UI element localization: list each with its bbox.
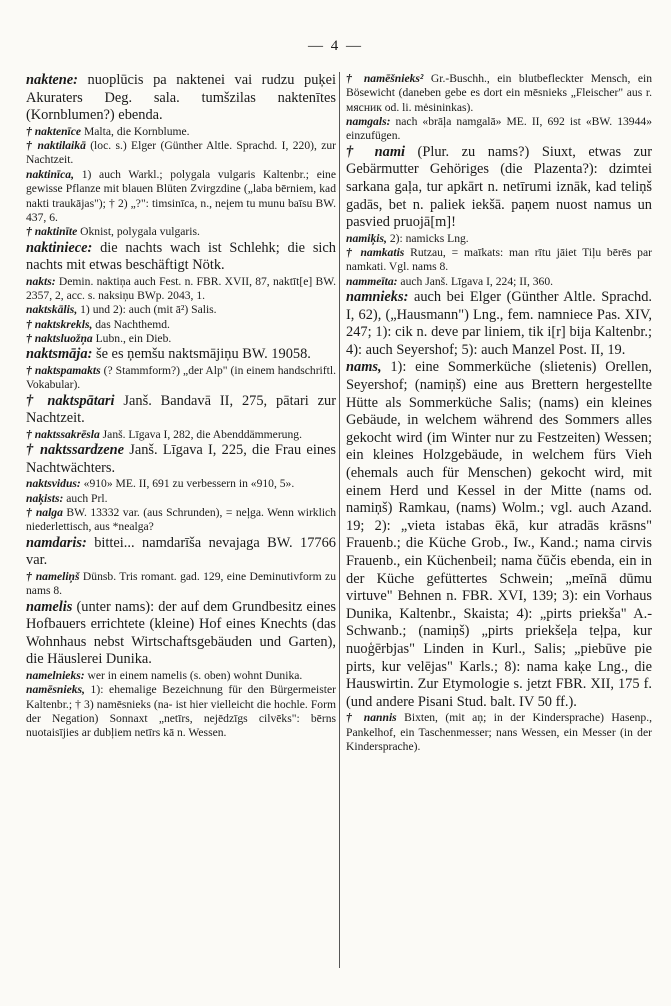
entry-headword: † nalga <box>26 506 63 520</box>
entry-text: Gr.-Buschh., ein blutbefleckter Mensch, ein Bösewicht (daneben gebe es dort ein mēsnieks „Fleischer" aus r. мясник od. li. mėsininkas). <box>346 72 652 114</box>
dictionary-entry <box>26 599 336 669</box>
entry-headword: † naktsluožņa <box>26 332 93 346</box>
entry-text: Oknist, polygala vulgaris. <box>77 225 200 239</box>
dictionary-entry <box>26 364 336 393</box>
entry-text: «910» ME. II, 691 zu verbessern in «910, 5». <box>80 477 295 491</box>
dictionary-entry <box>346 711 652 754</box>
page-number: — 4 — <box>308 38 363 54</box>
entry-text: Janš. Līgava I, 225, die Frau eines Nachtwächters. <box>26 442 336 476</box>
entry-headword: naktsvidus: <box>26 477 81 491</box>
dictionary-entry <box>26 683 336 740</box>
entry-headword: naktene: <box>26 72 78 88</box>
entry-text: wer in einem namelis (s. oben) wohnt Dunika. <box>84 669 303 683</box>
entry-headword: † naktilaikā <box>26 139 86 153</box>
entry-headword: † nami <box>346 143 406 160</box>
entry-headword: naktinīca, <box>26 167 74 181</box>
entry-text: Janš. Līgava I, 282, die Abenddämmerung. <box>99 427 302 441</box>
entry-headword: naķists: <box>26 491 64 505</box>
entry-text: auch bei Elger (Günther Altle. Sprachd. I, 62), („Hausmann") Lng., fem. namniece Pas. XIV, 247; 1): cik n. deve par liniem, tik i[r] bija Kaltenbr.; 4): auch Seyershof; 5): auch Manzel Post. II, 19. <box>346 289 652 358</box>
entry-headword: † nameliņš <box>26 570 80 583</box>
dictionary-entry <box>26 303 336 317</box>
entry-text: Bixten, (mit aņ; in der Kindersprache) Hasenp., Pankelhof, ein Taschenmesser; nans Wessen, ein Messer (in der Kindersprache). <box>346 711 652 753</box>
entry-headword: † naktspamakts <box>26 364 101 378</box>
entry-text: 1): ehemalige Bezeichnung für den Bürgermeister Kaltenbr.; † 3) namēsnieks (na- ist hier vielleicht die hochle. Form der Negation) Sonnaxt „netīrs, nejēdzīgs cilvēks": bērns nuotaisījies ar dubļiem netīrs kā n. Wessen. <box>26 683 336 740</box>
dictionary-entry <box>346 144 652 232</box>
entry-text: das Nachthemd. <box>92 317 170 331</box>
dictionary-entry <box>26 477 336 491</box>
dictionary-entry <box>346 289 652 359</box>
entry-headword: † naktspātari <box>26 392 115 409</box>
dictionary-entry <box>26 318 336 332</box>
entry-text: (Plur. zu nams?) Siuxt, etwas zur Gebärmutter Gehöriges (die Plazenta?): dzimtei sarkana gaļa, tur apkārt n. netīrumi iznāk, kad teliņš gadās, bet n. paliek iekšā. paņem nuost namus un pasvied pruojā[m]! <box>346 143 652 231</box>
entry-text: še es ņemšu naktsmājiņu BW. 19058. <box>92 346 311 363</box>
entry-headword: † naktinīte <box>26 225 78 239</box>
dictionary-entry <box>26 139 336 168</box>
entry-text: bittei... namdarīša nevajaga BW. 17766 var. <box>26 534 336 569</box>
dictionary-entry <box>26 240 336 275</box>
right-column <box>346 72 652 754</box>
entry-headword: namgals: <box>346 115 391 129</box>
entry-text: (unter nams): der auf dem Grundbesitz eines Hofbauers errichtete (kleine) Hof eines Knechts (das Wohnhaus nebst Wirtschaftsgebäuden und Garten), die Häuslerei Dunika. <box>26 598 336 668</box>
entry-text: Dünsb. Tris romant. gad. 129, eine Deminutivform zu nams 8. <box>26 570 336 598</box>
entry-text: Demin. naktiņa auch Fest. n. FBR. XVII, 87, naktīt[e] BW. 2357, 2, acc. s. naksiņu BWp. 2043, 1. <box>26 274 336 303</box>
entry-headword: namiķis, <box>346 231 387 245</box>
dictionary-entry <box>26 570 336 599</box>
entry-text: Rutzau, = maīkats: man rītu jāiet Tiļu bērēs par namkati. Vgl. nams 8. <box>346 246 652 274</box>
entry-headword: naktiniece: <box>26 239 93 256</box>
entry-headword: † naktskrekls, <box>26 317 93 331</box>
entry-text: nuoplūcis pa naktenei vai rudzu puķei Akuraters Deg. sala. tumšzilas naktenītes (Kornblumen?) ebenda. <box>26 72 336 124</box>
entry-text: Janš. Bandavā II, 275, pātari zur Nachtzeit. <box>26 392 337 427</box>
dictionary-entry <box>26 168 336 225</box>
dictionary-entry <box>26 393 336 428</box>
entry-text: 1) und 2): auch (mit ā²) Salis. <box>77 303 217 317</box>
entry-headword: namelnieks: <box>26 669 85 683</box>
entry-text: Malta, die Kornblume. <box>81 124 190 138</box>
entry-headword: † namēšnieks² <box>346 72 424 85</box>
dictionary-entry <box>26 125 336 139</box>
entry-text: 1): eine Sommerküche (slietenis) Orellen, Seyershof; (namiņš) eine aus Brettern hergestellte Hütte als Sommerküche Salis; (nams) ein kleines Gebäude, in welchem während des Sommers alles gekocht wird (im Winter nur zu Festzeiten) Wessen; ein kleines Holzgebäude, in welchem fürs Vieh (ehemals auch für Menschen) gekocht wird, mit einem Herd und Kessel in der Mitte (nams od. namiņš) Ramkau, (nams) Wolm.; vgl. auch Azand. 19; 2): „vieta istabas ēkā, kur atradās krāsns" Frauenb.; die Küche Grob., Iw., Kand.; nama cirvis Frauenb., ein Küchenbeil; nama čūčis ebenda, ein in der Küche gefüttertes Schwein; „meīnā dūmu virtuve" Behnen n. FBR. XVI, 139; 3): ein Vorhaus Dunika, Kaltenbr., Skaista; 4): „pirts priekša" A.-Schwanb.; (namiņš) „pirts priekšeļa teļpa, kur nuoģērbjas" Linden in Kurl., Salis; „piebūve pie pirts, kur velējas" Karls.; 8): nama kaķe Lng., die Hauswirtin. Zur Etymologie s. jetzt FBR. XII, 175 f. (und andere Pisani Stud. balt. IV 50 ff.). <box>346 359 652 710</box>
entry-text: auch Prl. <box>63 491 108 505</box>
entry-headword: nams, <box>346 359 382 376</box>
entry-headword: naktsmāja: <box>26 346 93 363</box>
entry-text: (? Stammform?) „der Alp" (in einem handschriftl. Vokabular). <box>26 364 336 392</box>
entry-text: auch Janš. Līgava I, 224; II, 360. <box>397 274 554 288</box>
entry-text: (loc. s.) Elger (Günther Altle. Sprachd. I, 220), zur Nachtzeit. <box>26 139 337 167</box>
column-divider <box>339 72 340 968</box>
dictionary-entry <box>26 492 336 506</box>
entry-headword: † naktssardzene <box>26 442 125 459</box>
entry-headword: † naktssakrēsla <box>26 427 100 441</box>
entry-headword: † naktenīce <box>26 124 82 138</box>
dictionary-entry <box>26 442 336 477</box>
entry-headword: † nannis <box>346 711 397 725</box>
dictionary-entry <box>346 232 652 246</box>
dictionary-entry <box>346 246 652 275</box>
dictionary-entry <box>346 275 652 289</box>
entry-text: Lubn., ein Dieb. <box>92 332 172 346</box>
entry-headword: naktskālis, <box>26 303 78 317</box>
dictionary-entry <box>346 115 652 144</box>
dictionary-entry <box>26 72 336 125</box>
entry-text: nach «brāļa namgalā» ME. II, 692 ist «BW. 13944» einzufügen. <box>346 115 652 143</box>
dictionary-entry <box>346 72 652 115</box>
entry-text: BW. 13332 var. (aus Schrunden), = neļga. Wenn wirklich niederlettisch, aus *nealga? <box>26 506 336 534</box>
dictionary-entry <box>26 428 336 442</box>
dictionary-entry <box>26 275 336 304</box>
entry-text: die nachts wach ist Schlehk; die sich nachts mit etwas beschäftigt Nötk. <box>26 239 336 274</box>
dictionary-entry <box>26 669 336 683</box>
dictionary-entry <box>26 506 336 535</box>
entry-headword: nakts: <box>26 274 56 288</box>
dictionary-entry <box>26 535 336 570</box>
dictionary-entry <box>26 225 336 239</box>
entry-text: 2): namicks Lng. <box>386 231 469 245</box>
entry-text: 1) auch Warkl.; polygala vulgaris Kaltenbr.; eine gewisse Pflanze mit blauen Blüten Zvirgzdine („laba bērniem, kad nakti traukājas"); † 2) „?": timsinīca, n., neįem tu munu baīsu BW. 437, 6. <box>26 167 336 224</box>
entry-headword: namdaris: <box>26 534 87 551</box>
left-column <box>26 72 336 741</box>
entry-headword: † namkatis <box>346 246 405 260</box>
dictionary-entry <box>346 359 652 711</box>
dictionary-entry <box>26 332 336 346</box>
entry-headword: nammeīta: <box>346 274 398 288</box>
entry-headword: namnieks: <box>346 289 409 306</box>
entry-headword: namēsnieks, <box>26 683 85 697</box>
dictionary-entry <box>26 346 336 364</box>
entry-headword: namelis <box>26 598 73 615</box>
